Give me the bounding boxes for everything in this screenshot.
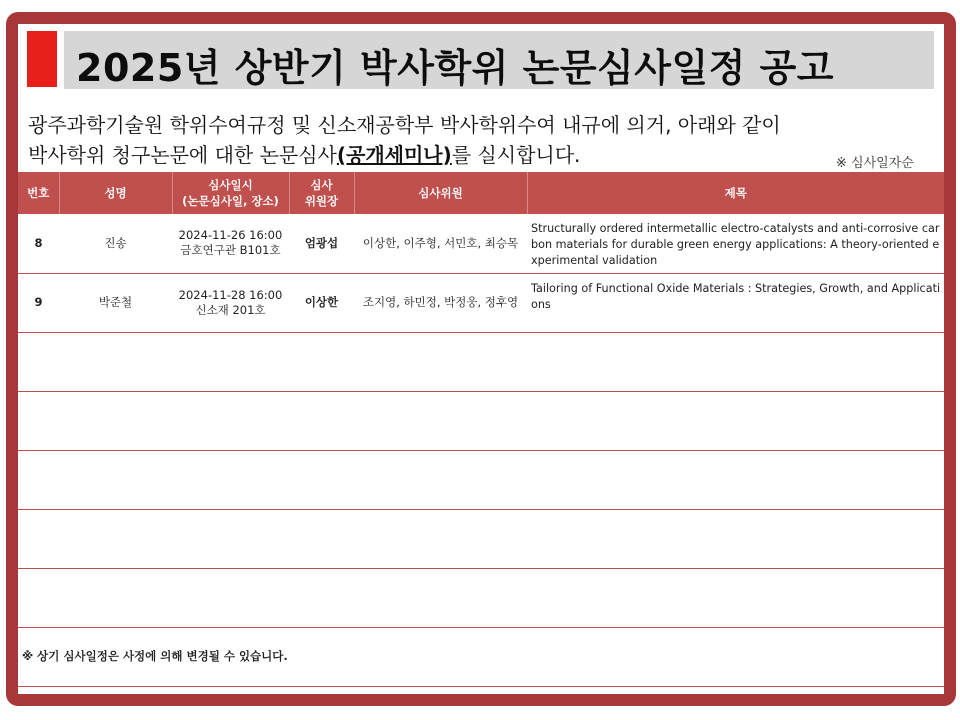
footnote: ※ 상기 심사일정은 사정에 의해 변경될 수 있습니다.: [18, 627, 944, 686]
table-row: [18, 273, 944, 332]
header-date-line1: 심사일시: [208, 178, 253, 192]
empty-row: [18, 509, 944, 568]
cell-date: [172, 214, 289, 273]
cell-title: Structurally ordered intermetallic electro-catalysts and anti-corrosive carbon materials for durable green energy applications: A theory-oriented experimental validation: [527, 214, 944, 273]
cell-members: 조지영, 하민정, 박정웅, 정후영: [354, 273, 527, 332]
empty-row: [18, 568, 944, 627]
intro-line-2-suffix: 를 실시합니다.: [451, 143, 581, 167]
header-date: [172, 172, 289, 214]
empty-row: [18, 391, 944, 450]
cell-chair: 엄광섭: [289, 214, 354, 273]
order-note: ※ 심사일자순: [836, 156, 914, 171]
header-name: 성명: [59, 172, 172, 214]
header-chair-line2: 위원장: [304, 194, 339, 208]
footnote-row: [18, 627, 944, 686]
header-chair-line1: 심사: [310, 178, 333, 192]
cell-date: [172, 273, 289, 332]
cell-date-place: 신소재 201호: [195, 302, 266, 317]
schedule-table: [18, 172, 944, 687]
empty-row: [18, 450, 944, 509]
empty-row: [18, 332, 944, 391]
cell-name: 박준철: [59, 273, 172, 332]
header-no: 번호: [18, 172, 59, 214]
title-banner: [64, 31, 934, 91]
header-members: 심사위원: [354, 172, 527, 214]
cell-members: 이상한, 이주형, 서민호, 최승목: [354, 214, 527, 273]
intro-emphasis: (공개세미나): [336, 143, 452, 167]
intro-line-2: [28, 140, 928, 170]
cell-date-place: 금호연구관 B101호: [180, 243, 281, 258]
cell-date-time: 2024-11-28 16:00: [178, 287, 283, 302]
cell-name: 진송: [59, 214, 172, 273]
header-title: 제목: [527, 172, 944, 214]
header-chair: [289, 172, 354, 214]
cell-date-time: 2024-11-26 16:00: [178, 228, 283, 243]
page-title: 2025년 상반기 박사학위 논문심사일정 공고: [76, 46, 835, 90]
intro-line-1: 광주과학기술원 학위수여규정 및 신소재공학부 박사학위수여 내규에 의거, 아래와 같이: [28, 113, 781, 137]
header-date-line2: (논문심사일, 장소): [182, 194, 279, 208]
cell-no: 9: [18, 273, 59, 332]
intro-line-2-prefix: 박사학위 청구논문에 대한 논문심사: [28, 143, 337, 167]
intro-paragraph: [28, 110, 928, 170]
cell-no: 8: [18, 214, 59, 273]
cell-title: Tailoring of Functional Oxide Materials : Strategies, Growth, and Applications: [527, 273, 944, 332]
table-row: [18, 214, 944, 273]
cell-chair: 이상한: [289, 273, 354, 332]
table-header-row: [18, 172, 944, 214]
title-marker: [27, 31, 57, 87]
